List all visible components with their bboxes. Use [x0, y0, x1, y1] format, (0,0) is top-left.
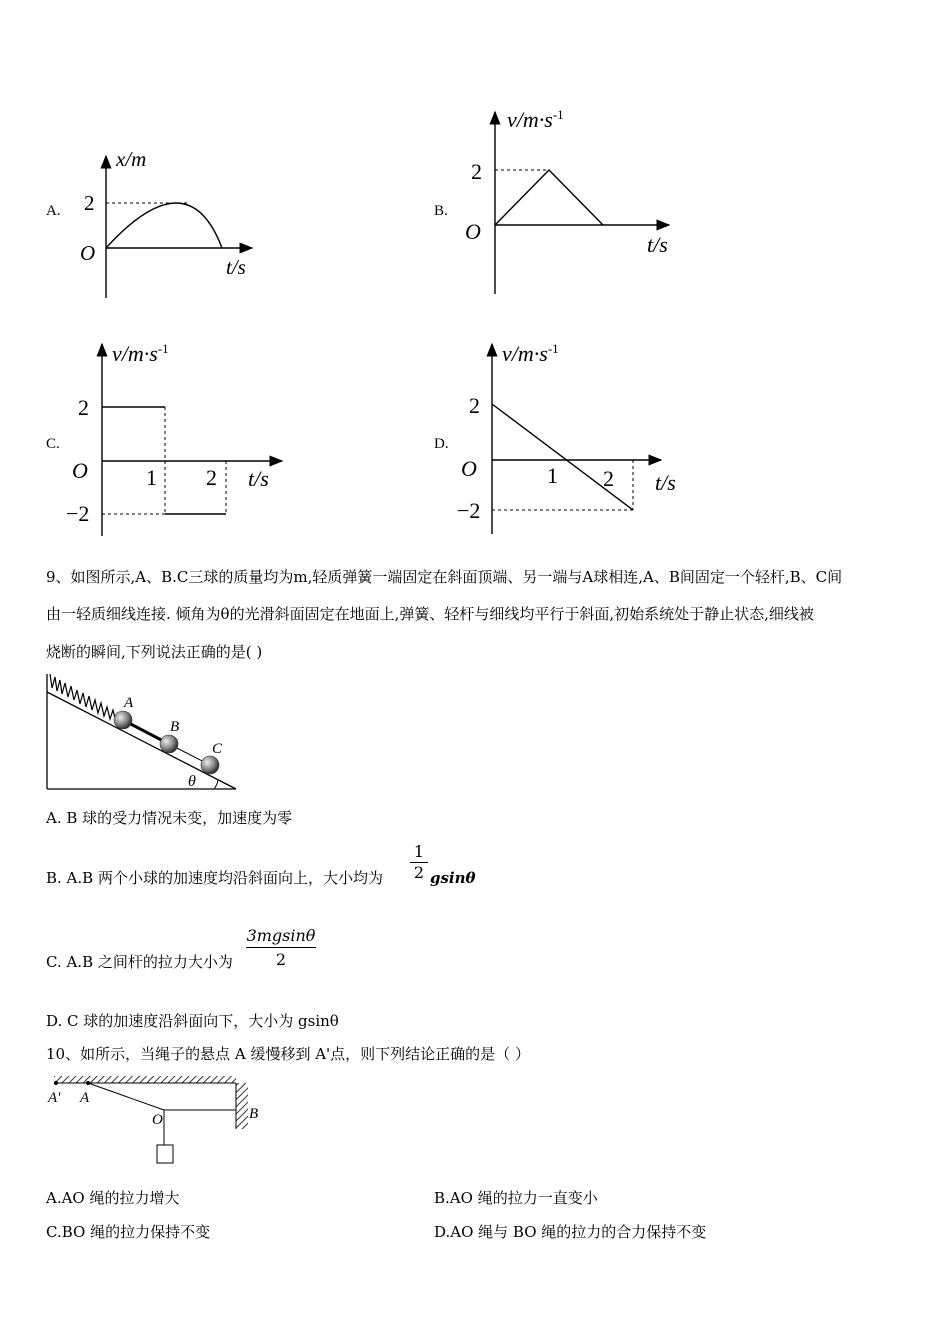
spring [50, 674, 119, 722]
q9-stem-line-2: 由一轻质细线连接. 倾角为θ的光滑斜面固定在地面上,弹簧、轻杆与细线均平行于斜面,初始系统处于静止状态,细线被 [46, 605, 814, 623]
q10-option-b[interactable]: B.AO 绳的拉力一直变小 [434, 1189, 598, 1207]
q9-option-b-denominator: 2 [413, 863, 425, 882]
q9-option-c-fraction [246, 925, 316, 972]
point-aprime-label: A' [48, 1090, 61, 1106]
graph-d-line [492, 404, 633, 510]
graph-d-tick-2: 2 [469, 393, 480, 418]
q9-incline-figure [44, 672, 244, 796]
svg-text:v/m·s-1 [507, 107, 564, 132]
point-b-label: B [249, 1106, 259, 1122]
graph-c-tick-x1: 1 [146, 465, 157, 490]
graph-a-xlabel: t/s [226, 255, 246, 279]
graph-c-option-label: C. [46, 436, 60, 452]
rope-ao [88, 1083, 164, 1110]
graph-a-ylabel: x/m [116, 150, 147, 171]
q9-option-d[interactable]: D. C 球的加速度沿斜面向下，大小为 gsinθ [46, 1012, 339, 1030]
incline-slope [47, 692, 236, 789]
graph-c-tick-x2: 2 [206, 465, 217, 490]
ball-a [114, 711, 132, 729]
graph-c [64, 338, 294, 538]
q9-option-b-fraction [410, 842, 428, 883]
ball-c [201, 756, 219, 774]
ceiling [54, 1076, 236, 1083]
graph-b-origin: O [465, 219, 481, 244]
q9-option-b-numerator: 1 [410, 842, 428, 863]
graph-c-tick-2: 2 [78, 395, 89, 420]
graph-b-line [495, 170, 603, 225]
wall [236, 1083, 248, 1129]
q10-option-a[interactable]: A.AO 绳的拉力增大 [46, 1189, 180, 1207]
q10-rope-figure [44, 1072, 274, 1168]
graph-d [455, 338, 695, 538]
graph-a-option-label: A. [46, 203, 61, 219]
graph-b-ylabel: v/m·s [507, 107, 553, 132]
ball-b-label: B [170, 719, 180, 735]
q9-option-c-numerator: 3mgsinθ [246, 925, 316, 948]
graph-c-ylabel-sup: -1 [157, 341, 169, 356]
graph-c-ylabel: v/m·s [112, 341, 158, 366]
q10-stem: 10、如所示，当绳子的悬点 A 缓慢移到 A'点，则下列结论正确的是（ ） [46, 1045, 530, 1063]
graph-a [70, 150, 270, 300]
graph-b-xlabel: t/s [647, 232, 668, 257]
graph-a-origin: O [80, 241, 96, 265]
ball-a-label: A [124, 695, 134, 711]
svg-text:v/m·s-1 [502, 341, 559, 366]
point-o-label: O [152, 1112, 163, 1128]
q10-option-d[interactable]: D.AO 绳与 BO 绳的拉力的合力保持不变 [434, 1223, 707, 1241]
graph-d-xlabel: t/s [655, 470, 676, 495]
graph-b [455, 102, 685, 298]
graph-d-ylabel-sup: -1 [547, 341, 559, 356]
graph-b-option-label: B. [434, 203, 448, 219]
graph-d-origin: O [461, 456, 477, 481]
q9-option-c[interactable] [46, 952, 233, 972]
point-a-label: A [80, 1090, 90, 1106]
q9-option-b-tail: gsinθ [430, 869, 476, 887]
graph-c-tick-neg2: −2 [66, 501, 90, 526]
ball-c-label: C [212, 741, 223, 757]
graph-c-xlabel: t/s [248, 466, 269, 491]
q9-option-b-text: B. A.B 两个小球的加速度均沿斜面向上，大小均为 [46, 869, 383, 887]
graph-b-tick-2: 2 [471, 159, 482, 184]
q9-option-a[interactable]: A. B 球的受力情况未变，加速度为零 [46, 809, 293, 827]
graph-d-tick-x1: 1 [547, 463, 558, 488]
weight-block [157, 1145, 173, 1163]
graph-d-ylabel: v/m·s [502, 341, 548, 366]
ball-b [160, 735, 178, 753]
q9-stem-line-3: 烧断的瞬间,下列说法正确的是( ) [46, 643, 263, 661]
q9-option-c-denominator: 2 [275, 950, 287, 969]
q9-option-c-text: C. A.B 之间杆的拉力大小为 [46, 953, 233, 971]
svg-text:v/m·s-1 [112, 341, 169, 366]
graph-b-ylabel-sup: -1 [552, 107, 564, 122]
q9-option-b[interactable] [46, 868, 383, 888]
graph-c-origin: O [72, 458, 88, 483]
graph-a-curve [106, 203, 222, 248]
graph-d-tick-x2: 2 [603, 466, 614, 491]
graph-d-tick-neg2: −2 [457, 498, 481, 523]
theta-label: θ [188, 773, 196, 790]
q9-stem-line-1: 9、如图所示,A、B.C三球的质量均为m,轻质弹簧一端固定在斜面顶端、另一端与A球相连,A、B间固定一个轻杆,B、C间 [46, 568, 843, 586]
q10-option-c[interactable]: C.BO 绳的拉力保持不变 [46, 1223, 211, 1241]
graph-d-option-label: D. [434, 436, 449, 452]
graph-a-tick-2: 2 [84, 191, 95, 215]
